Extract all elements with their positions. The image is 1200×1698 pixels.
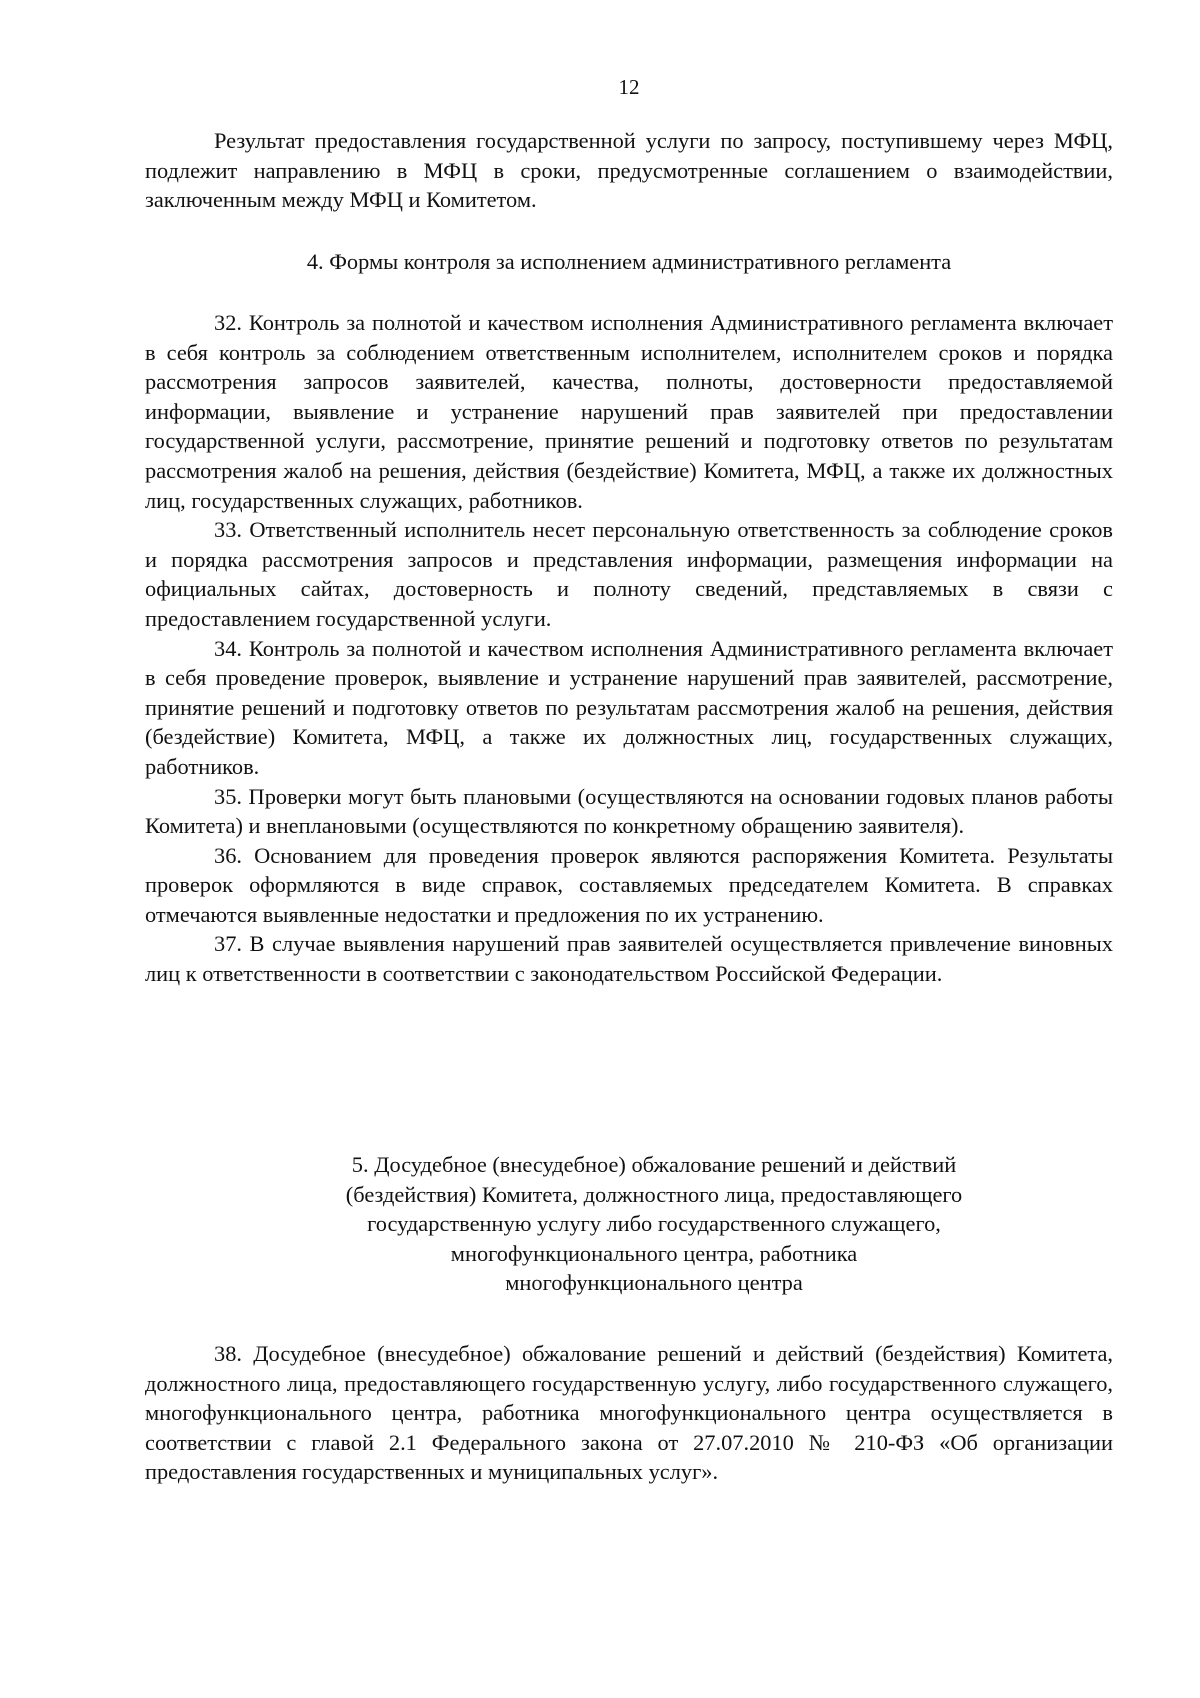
paragraph-36: 36. Основанием для проведения проверок являются распоряжения Комитета. Результаты проверок оформляются в виде справок, составляемых председателем Комитета. В справках отмечаются выявленные недостатки и предложения по их устранению. bbox=[145, 842, 1113, 927]
section-5-heading-line: государственную услугу либо государственного служащего, bbox=[367, 1211, 941, 1237]
section-5-heading-line: многофункционального центра, работника bbox=[450, 1240, 858, 1266]
intro-block bbox=[145, 126, 1113, 215]
paragraph-32: 32. Контроль за полнотой и качеством исполнения Административного регламента включает в себя контроль за соблюдением ответственным исполнителем, исполнителем сроков и порядка рассмотрения запросов заявителей, качества, полноты, достоверности предоставляемой информации, выявление и устранение нарушений прав заявителей при предоставлении государственной услуги, рассмотрение, принятие решений и подготовку ответов по результатам рассмотрения жалоб на решения, действия (бездействие) Комитета, МФЦ, а также их должностных лиц, государственных служащих, работников. bbox=[145, 310, 1113, 513]
paragraph-37: 37. В случае выявления нарушений прав заявителей осуществляется привлечение виновных лиц к ответственности в соответствии с законодательством Российской Федерации. bbox=[145, 931, 1113, 987]
section-4-heading-block bbox=[145, 247, 1113, 277]
intro-paragraph: Результат предоставления государственной услуги по запросу, поступившему через МФЦ, подлежит направлению в МФЦ в сроки, предусмотренные соглашением о взаимодействии, заключенным между МФЦ и Комитетом. bbox=[145, 128, 1113, 213]
section-4-body bbox=[145, 308, 1113, 989]
paragraph-35: 35. Проверки могут быть плановыми (осуществляются на основании годовых планов работы Комитета) и внеплановыми (осуществляются по конкретному обращению заявителя). bbox=[145, 783, 1113, 839]
page-number: 12 bbox=[618, 75, 640, 99]
section-5-heading-block bbox=[290, 1150, 1018, 1298]
section-5-body bbox=[145, 1339, 1113, 1487]
paragraph-34: 34. Контроль за полнотой и качеством исполнения Административного регламента включает в себя проведение проверок, выявление и устранение нарушений прав заявителей, рассмотрение, принятие решений и подготовку ответов по результатам рассмотрения жалоб на решения, действия (бездействие) Комитета, МФЦ, а также их должностных лиц, государственных служащих, работников. bbox=[145, 635, 1113, 779]
paragraph-38: 38. Досудебное (внесудебное) обжалование решений и действий (бездействия) Комитета, должностного лица, предоставляющего государственную услугу, либо государственного служащего, многофункционального центра, работника многофункционального центра осуществляется в соответствии с главой 2.1 Федерального закона от 27.07.2010 № 210-ФЗ «Об организации предоставления государственных и муниципальных услуг». bbox=[145, 1341, 1113, 1485]
section-5-heading-line: 5. Досудебное (внесудебное) обжалование решений и действий bbox=[351, 1152, 957, 1177]
section-5-heading-line: (бездействия) Комитета, должностного лица, предоставляющего bbox=[345, 1181, 963, 1207]
section-4-heading: 4. Формы контроля за исполнением административного регламента bbox=[306, 249, 952, 274]
section-5-heading-line: многофункционального центра bbox=[505, 1270, 803, 1296]
paragraph-33: 33. Ответственный исполнитель несет персональную ответственность за соблюдение сроков и порядка рассмотрения запросов и представления информации, размещения информации на официальных сайтах, достоверность и полноту сведений, представляемых в связи с предоставлением государственной услуги. bbox=[145, 517, 1113, 631]
